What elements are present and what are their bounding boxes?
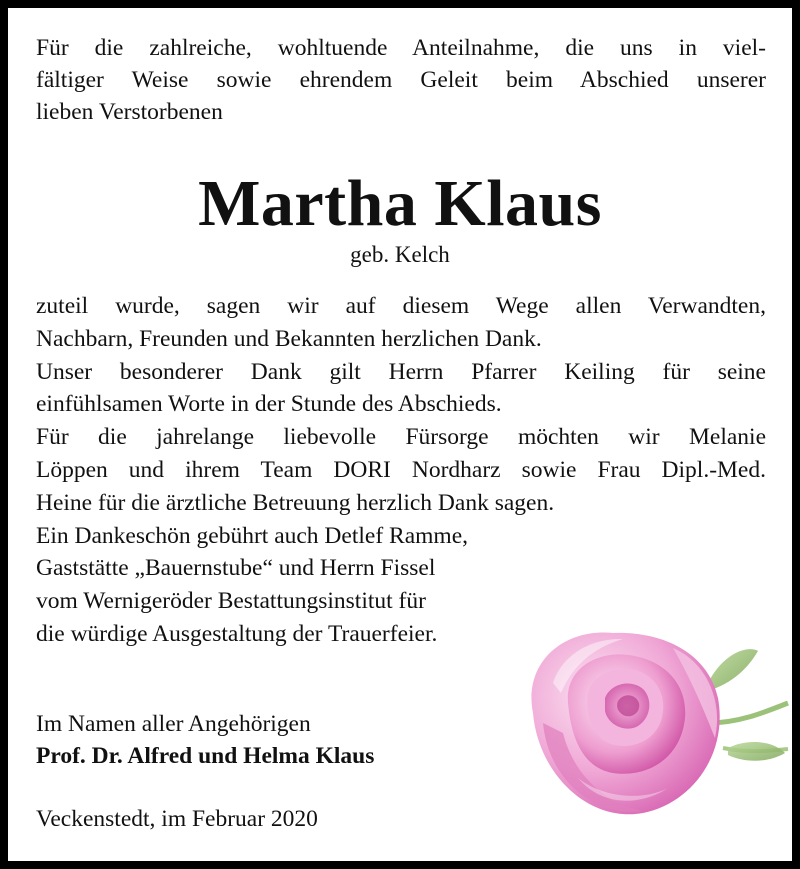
body-line: Nachbarn, Freunden und Bekannten herzlichen Dank.: [36, 325, 542, 352]
signature-names: Prof. Dr. Alfred und Helma Klaus: [36, 743, 375, 769]
body-line: Gaststätte „Bauernstube“ und Herrn Fissel: [36, 555, 436, 582]
body-line: Unser besonderer Dank gilt Herrn Pfarrer Keiling für seine: [36, 358, 766, 385]
place-date: Veckenstedt, im Februar 2020: [36, 806, 318, 832]
deceased-name: Martha Klaus: [198, 167, 602, 240]
body-line: Ein Dankeschön gebührt auch Detlef Ramme,: [36, 522, 468, 549]
obituary-card: [8, 8, 792, 861]
body-line: Für die jahrelange liebevolle Fürsorge möchten wir Melanie: [36, 424, 766, 451]
body-line: zuteil wurde, sagen wir auf diesem Wege allen Verwandten,: [36, 293, 766, 319]
body-line: die würdige Ausgestaltung der Trauerfeier.: [36, 620, 438, 647]
rose-image: [493, 573, 792, 861]
body-line: einfühlsamen Worte in der Stunde des Abschieds.: [36, 391, 502, 418]
birth-name: geb. Kelch: [350, 242, 450, 267]
body-line: vom Wernigeröder Bestattungsinstitut für: [36, 588, 426, 615]
body-line: Löppen und ihrem Team DORI Nordharz sowie Frau Dipl.-Med.: [36, 456, 766, 483]
signature-block: [36, 708, 374, 772]
intro-paragraph: [36, 32, 766, 128]
intro-line: fältiger Weise sowie ehrendem Geleit beim Abschied unserer: [36, 67, 766, 93]
body-line: Heine für die ärztliche Betreuung herzlich Dank sagen.: [36, 489, 555, 516]
intro-line: lieben Verstorbenen: [36, 99, 223, 125]
intro-line: Für die zahlreiche, wohltuende Anteilnahme, die uns in viel-: [36, 35, 766, 61]
signature-preface: Im Namen aller Angehörigen: [36, 711, 311, 737]
